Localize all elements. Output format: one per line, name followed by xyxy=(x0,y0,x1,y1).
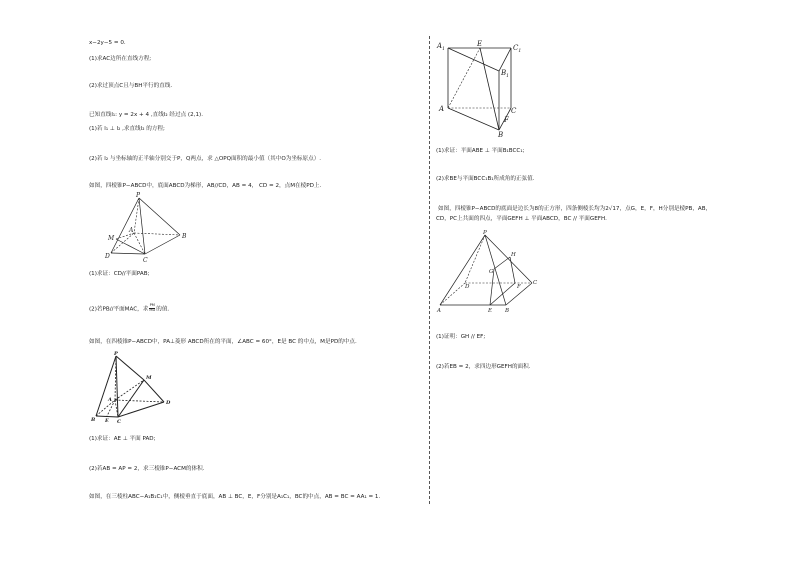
fig2-label-d: D xyxy=(166,400,171,406)
fig1-label-a: A xyxy=(129,227,134,234)
p6-intro-line-1: 如图，四棱锥P−ABCD的底面是边长为8的正方形，四条侧棱长均为2√17，点G，E，F，H分别是棱PB，AB， xyxy=(438,206,712,212)
fig4-label-g: G xyxy=(489,269,494,275)
fig4-label-c: C xyxy=(533,280,538,286)
fig3-label-a1: $A_1$ xyxy=(437,42,445,52)
fig4-label-a: A xyxy=(437,308,441,314)
p4-question-1: (1)求证：AE ⊥ 平面 PAD; xyxy=(89,436,156,442)
fig3-label-b1: $B_1$ xyxy=(501,69,510,79)
fig1-label-p: P xyxy=(136,192,141,199)
fig2-label-c: C xyxy=(117,419,121,425)
p3-question-2 xyxy=(89,305,169,314)
p4-intro: 如图，在四棱锥P−ABCD中，PA⊥菱形 ABCD所在的平面，∠ABC = 60°，E是 BC 的中点，M是PD的中点. xyxy=(89,339,357,345)
p3-question-2-suffix: 的值. xyxy=(156,306,170,313)
fig4-label-p: P xyxy=(483,230,487,236)
fraction-denominator: MD xyxy=(149,307,156,312)
p3-question-2-prefix: (2)若PB//平面MAC，求 xyxy=(89,306,149,313)
p4-question-2: (2)若AB = AP = 2，求三棱锥P−ACM的体积. xyxy=(89,466,205,472)
figure-pyramid-2 xyxy=(90,350,175,430)
fig4-label-d: D xyxy=(465,284,470,290)
p5-intro: 如图，在三棱柱ABC−A₁B₁C₁中，侧棱垂直于底面，AB ⊥ BC，E，F分别是A₁C₁，BC的中点，AB = BC = AA₁ = 1. xyxy=(89,494,381,500)
fig4-label-f: F xyxy=(517,284,521,290)
fig3-label-c: C xyxy=(511,107,517,115)
column-divider xyxy=(429,36,430,504)
p3-intro: 如图，四棱锥P−ABCD中，底面ABCD为梯形，AB//CD，AB = 4， CD = 2，点M在棱PD上. xyxy=(89,183,322,189)
fig2-label-p: P xyxy=(114,351,118,357)
p5-question-1: (1)求证：平面ABE ⊥ 平面B₁BCC₁; xyxy=(436,148,525,154)
p2-intro: 已知直线l₁: y = 2x + 4 ,直线l₂ 经过点 (2,1). xyxy=(89,112,203,118)
p6-question-1: (1)证明：GH // EF; xyxy=(436,334,486,340)
fig1-label-m: M xyxy=(108,235,115,242)
p5-question-2: (2)求BE与平面BCC₁B₁所成角的正弦值. xyxy=(436,176,535,182)
fig4-label-e: E xyxy=(488,308,493,314)
fig3-label-b: B xyxy=(498,131,504,139)
fraction-pm-md xyxy=(149,304,155,312)
fig1-label-d: D xyxy=(105,253,110,260)
fig1-label-b: B xyxy=(182,233,187,240)
figure-pyramid-3 xyxy=(436,228,546,318)
fig2-label-a: A xyxy=(108,397,112,403)
fig2-label-e: E xyxy=(105,418,109,424)
figure-pyramid-1 xyxy=(105,192,200,264)
fig4-label-b: B xyxy=(505,308,510,314)
fig2-label-b: B xyxy=(91,417,96,423)
fig3-label-c1: $C_1$ xyxy=(513,44,522,54)
p1-equation: x−2y−5 = 0. xyxy=(89,40,126,46)
p1-question-1: (1)求AC边所在直线方程; xyxy=(89,56,152,62)
fig3-label-f: F xyxy=(504,116,509,124)
p1-question-2: (2)求过顶点C且与BH平行的直线. xyxy=(89,83,173,89)
figure-prism xyxy=(436,38,526,138)
fig2-label-m: M xyxy=(146,375,152,381)
p2-question-1: (1)若 l₁ ⊥ l₂ ,求直线l₂ 的方程; xyxy=(89,126,165,132)
p2-question-2: (2)若 l₂ 与坐标轴的正半轴分别交于P，Q两点，求 △OPQ面积的最小值（其中O为坐标原点）. xyxy=(89,156,322,162)
fig1-label-c: C xyxy=(143,257,148,264)
p6-intro-line-2: CD，PC上共面的四点，平面GEFH ⊥ 平面ABCD，BC // 平面GEFH. xyxy=(436,216,607,222)
fig3-label-e: E xyxy=(477,40,483,48)
fig4-label-h: H xyxy=(511,252,516,258)
fig3-label-a: A xyxy=(439,105,445,113)
p6-question-2: (2)若EB = 2，求四边形GEFH的面积. xyxy=(436,364,531,370)
p3-question-1: (1)求证：CD//平面PAB; xyxy=(89,271,150,277)
fraction-numerator: PM xyxy=(149,303,155,307)
